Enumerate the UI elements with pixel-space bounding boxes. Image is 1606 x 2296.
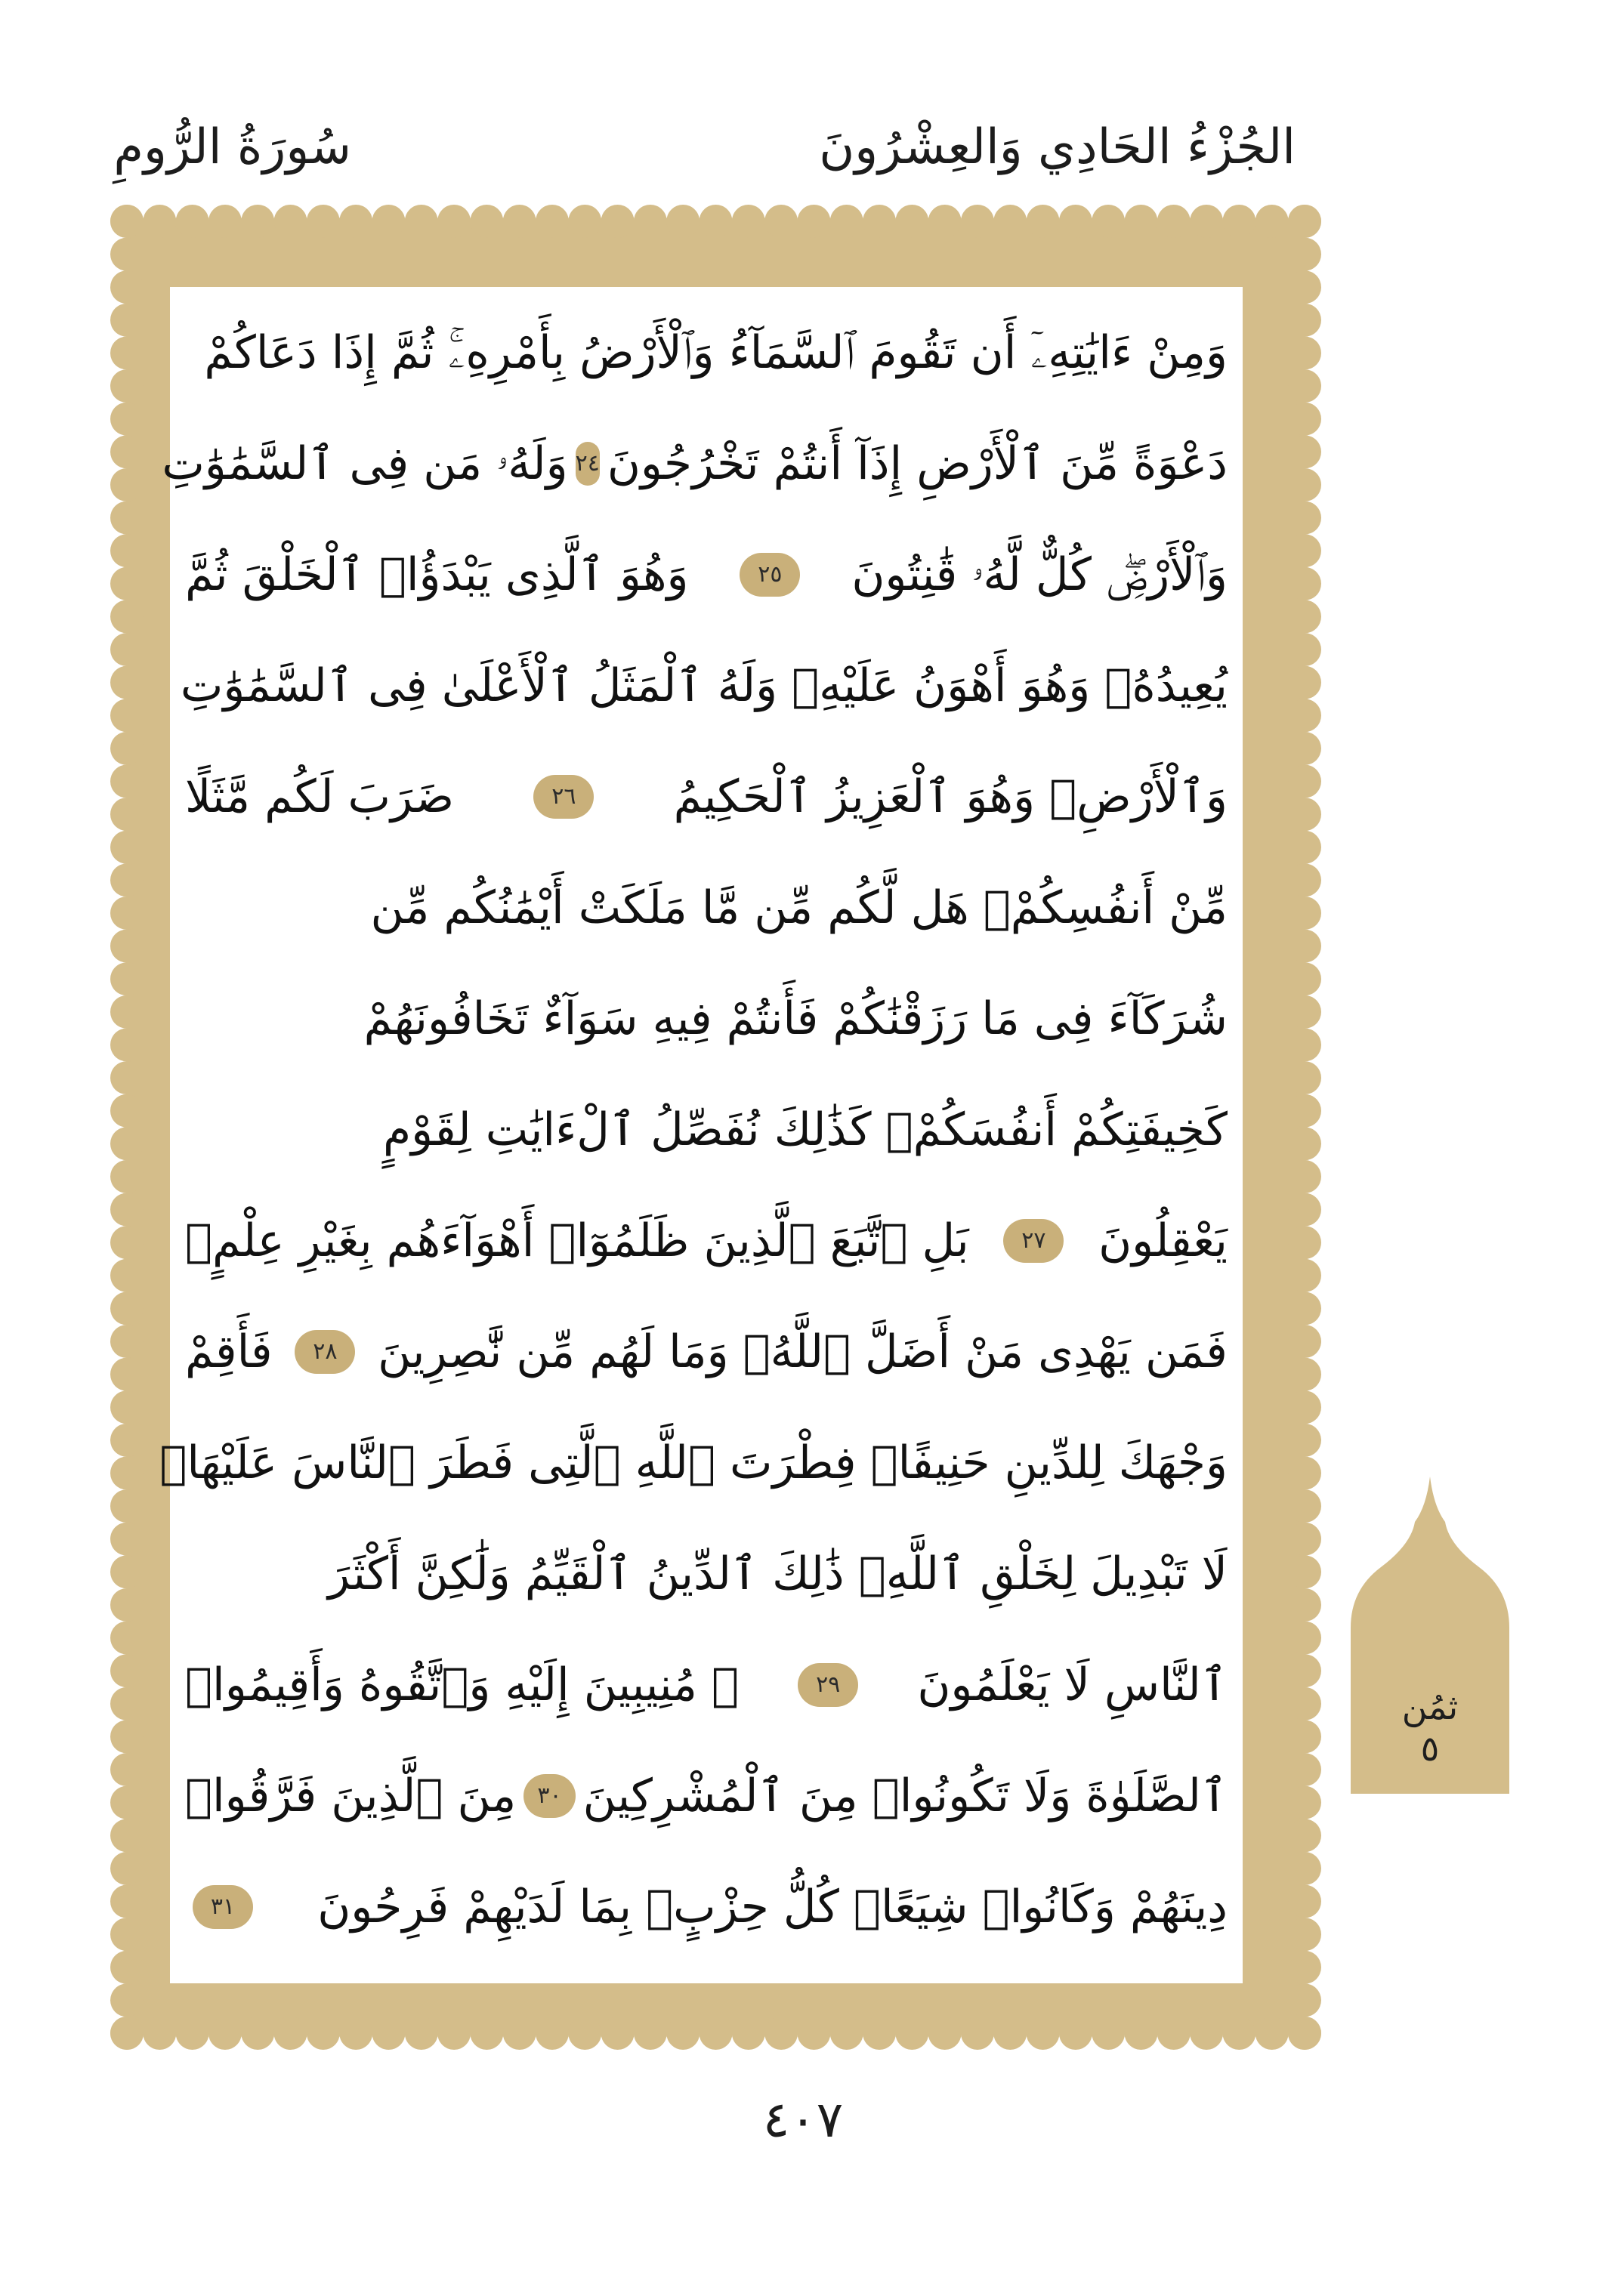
verse-text: لَا تَبْدِيلَ لِخَلْقِ ٱللَّهِۚ ذَٰلِكَ ٱلدِّينُ ٱلْقَيِّمُ وَلَٰكِنَّ أَكْثَرَ [328, 1548, 1228, 1600]
verse-text: ٱلنَّاسِ لَا يَعْلَمُونَ [917, 1659, 1228, 1711]
verse-text: وَلَهُۥ مَن فِى ٱلسَّمَٰوَٰتِ [162, 437, 568, 490]
hizb-number: ٥ [1420, 1728, 1440, 1769]
verse-text: ضَرَبَ لَكُم مَّثَلًا [185, 770, 455, 823]
verse-text: وَجْهَكَ لِلدِّينِ حَنِيفًاۚ فِطْرَتَ ٱللَّهِ ٱلَّتِى فَطَرَ ٱلنَّاسَ عَلَيْهَاۚ [159, 1437, 1228, 1489]
verse-line [185, 1636, 1228, 1734]
verse-text: دِينَهُمْ وَكَانُوا۟ شِيَعًاۖ كُلُّ حِزْبٍۭ بِمَا لَدَيْهِمْ فَرِحُونَ [317, 1881, 1228, 1933]
ayah-number-marker: ٣١ [193, 1885, 253, 1929]
verse-line [185, 748, 1228, 846]
page-number: ٤٠٧ [762, 2091, 844, 2149]
verse-line [185, 304, 1228, 402]
surah-title: سُورَةُ الرُّومِ [113, 119, 351, 175]
verse-line [185, 1081, 1228, 1179]
verse-text: ٱلصَّلَوٰةَ وَلَا تَكُونُوا۟ مِنَ ٱلْمُشْرِكِينَ [582, 1770, 1228, 1822]
ayah-number-marker: ٢٩ [798, 1663, 858, 1707]
ayah-number-marker: ٢٧ [1003, 1219, 1064, 1263]
ayah-number-marker: ٢٨ [295, 1330, 355, 1374]
verse-line [185, 526, 1228, 624]
verse-text: مِنَ ٱلَّذِينَ فَرَّقُوا۟ [185, 1770, 517, 1822]
verse-text: فَأَقِمْ [185, 1325, 273, 1378]
verse-line [185, 1747, 1228, 1845]
verse-text: بَلِ ٱتَّبَعَ ٱلَّذِينَ ظَلَمُوٓا۟ أَهْوَآءَهُم بِغَيْرِ عِلْمٍۖ [185, 1214, 969, 1267]
verse-text: ۞ مُنِيبِينَ إِلَيْهِ وَٱتَّقُوهُ وَأَقِيمُوا۟ [185, 1659, 740, 1711]
ayah-number-marker: ٢٦ [533, 775, 594, 819]
verse-text: يُعِيدُهُۥ وَهُوَ أَهْوَنُ عَلَيْهِۚ وَلَهُ ٱلْمَثَلُ ٱلْأَعْلَىٰ فِى ٱلسَّمَٰوَٰتِ [180, 659, 1228, 712]
verse-line [185, 970, 1228, 1068]
verse-line [185, 859, 1228, 957]
verse-text: يَعْقِلُونَ [1098, 1214, 1228, 1267]
verse-text: شُرَكَآءَ فِى مَا رَزَقْنَٰكُمْ فَأَنتُمْ فِيهِ سَوَآءٌ تَخَافُونَهُمْ [363, 992, 1228, 1045]
ayah-number-marker: ٢٥ [740, 553, 800, 597]
verse-line [185, 1192, 1228, 1290]
ayah-number-marker: ٢٤ [576, 442, 600, 486]
verse-text: مِّنْ أَنفُسِكُمْۖ هَل لَّكُم مِّن مَّا مَلَكَتْ أَيْمَٰنُكُم مِّن [370, 881, 1228, 934]
juz-title: الجُزْءُ الحَادِي وَالعِشْرُونَ [819, 119, 1296, 175]
verse-line [162, 415, 1228, 513]
hizb-label: ثمُن [1401, 1687, 1459, 1727]
verse-text: وَمِنْ ءَايَٰتِهِۦٓ أَن تَقُومَ ٱلسَّمَآءُ وَٱلْأَرْضُ بِأَمْرِهِۦۚ ثُمَّ إِذَا دَعَاكُمْ [204, 326, 1228, 379]
verse-line [159, 1414, 1228, 1512]
verse-text: دَعْوَةً مِّنَ ٱلْأَرْضِ إِذَآ أَنتُمْ تَخْرُجُونَ [607, 437, 1228, 490]
ayah-number-marker: ٣٠ [523, 1774, 575, 1818]
verse-text: وَٱلْأَرْضِۚ وَهُوَ ٱلْعَزِيزُ ٱلْحَكِيمُ [673, 770, 1228, 823]
verse-text: وَٱلْأَرْضِۖ كُلٌّ لَّهُۥ قَٰنِتُونَ [851, 548, 1228, 601]
verse-text: كَخِيفَتِكُمْ أَنفُسَكُمْۚ كَذَٰلِكَ نُفَصِّلُ ٱلْءَايَٰتِ لِقَوْمٍ [382, 1103, 1228, 1156]
verse-text: فَمَن يَهْدِى مَنْ أَضَلَّ ٱللَّهُۖ وَمَا لَهُم مِّن نَّٰصِرِينَ [378, 1325, 1228, 1378]
verse-line [185, 1858, 1228, 1956]
verse-line [185, 1303, 1228, 1401]
verse-line [185, 1525, 1228, 1623]
verse-text: وَهُوَ ٱلَّذِى يَبْدَؤُا۟ ٱلْخَلْقَ ثُمَّ [185, 548, 689, 601]
verse-line [180, 637, 1228, 735]
text-panel [159, 287, 1243, 1983]
